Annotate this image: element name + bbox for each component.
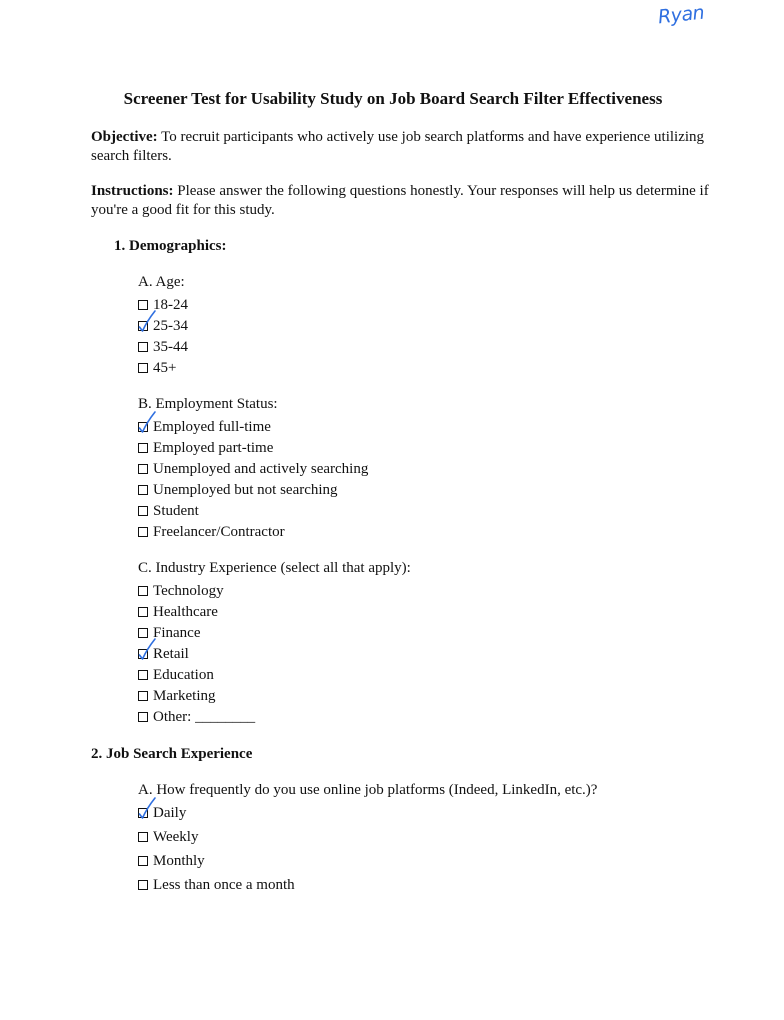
question-industry-label: C. Industry Experience (select all that apply): (138, 560, 411, 576)
checkbox[interactable] (138, 363, 148, 373)
checkbox[interactable] (138, 628, 148, 638)
option-label: Less than once a month (153, 877, 295, 893)
option-label: Weekly (153, 829, 199, 845)
option-less-than-monthly[interactable] (138, 875, 295, 895)
objective-text: To recruit participants who actively use job search platforms and have experience utilizing search filters. (91, 129, 705, 164)
checkbox[interactable] (138, 856, 148, 866)
checkbox[interactable] (138, 712, 148, 722)
signature: Ryan (656, 1, 706, 29)
checkbox[interactable] (138, 485, 148, 495)
option-label: Education (153, 667, 214, 683)
option-label: Unemployed but not searching (153, 482, 338, 498)
option-label: Freelancer/Contractor (153, 524, 285, 540)
option-label: Healthcare (153, 604, 218, 620)
checkbox[interactable] (138, 527, 148, 537)
checkbox[interactable] (138, 342, 148, 352)
objective-label: Objective: (91, 129, 158, 145)
option-student[interactable] (138, 501, 199, 521)
checkbox[interactable] (138, 670, 148, 680)
checkbox[interactable] (138, 649, 148, 659)
checkbox[interactable] (138, 422, 148, 432)
option-weekly[interactable] (138, 827, 198, 847)
option-label: Daily (153, 805, 187, 821)
checkbox[interactable] (138, 506, 148, 516)
option-label: Retail (153, 646, 189, 662)
option-label: Student (153, 503, 199, 519)
checkbox[interactable] (138, 607, 148, 617)
option-finance[interactable] (138, 623, 200, 643)
option-label: Monthly (153, 853, 205, 869)
checkbox[interactable] (138, 832, 148, 842)
option-daily[interactable] (138, 803, 186, 823)
instructions-text: Please answer the following questions honestly. Your responses will help us determine if you're a good fit for this study. (91, 183, 709, 218)
option-technology[interactable] (138, 581, 224, 601)
option-freelancer[interactable] (138, 522, 285, 542)
checkbox[interactable] (138, 808, 148, 818)
checkbox[interactable] (138, 321, 148, 331)
question-frequency-label: A. How frequently do you use online job platforms (Indeed, LinkedIn, etc.)? (138, 782, 598, 798)
instructions-paragraph (91, 182, 711, 219)
option-employed-full-time[interactable] (138, 417, 271, 437)
option-employed-part-time[interactable] (138, 438, 273, 458)
option-age-45-plus[interactable] (138, 358, 176, 378)
option-retail[interactable] (138, 644, 189, 664)
option-label: 18-24 (153, 297, 188, 313)
option-label: Marketing (153, 688, 216, 704)
option-label: Employed part-time (153, 440, 274, 456)
objective-paragraph (91, 128, 711, 165)
option-age-35-44[interactable] (138, 337, 188, 357)
checkbox[interactable] (138, 443, 148, 453)
option-label: Unemployed and actively searching (153, 461, 369, 477)
option-label: 25-34 (153, 318, 188, 334)
option-age-25-34[interactable] (138, 316, 188, 336)
option-label: Finance (153, 625, 201, 641)
checkbox[interactable] (138, 880, 148, 890)
instructions-label: Instructions: (91, 183, 174, 199)
section-demographics-heading: 1. Demographics: (114, 238, 227, 254)
document-title: Screener Test for Usability Study on Job Board Search Filter Effectiveness (123, 89, 663, 108)
checkbox[interactable] (138, 300, 148, 310)
question-employment-label: B. Employment Status: (138, 396, 278, 412)
option-label: Technology (153, 583, 224, 599)
option-label: Employed full-time (153, 419, 271, 435)
option-label: 45+ (153, 360, 177, 376)
option-label: 35-44 (153, 339, 188, 355)
option-unemployed-not-searching[interactable] (138, 480, 338, 500)
option-unemployed-searching[interactable] (138, 459, 368, 479)
option-healthcare[interactable] (138, 602, 218, 622)
checkbox[interactable] (138, 464, 148, 474)
checkbox[interactable] (138, 691, 148, 701)
option-other[interactable] (138, 707, 255, 727)
section-job-search-heading: 2. Job Search Experience (91, 746, 253, 762)
option-education[interactable] (138, 665, 214, 685)
option-monthly[interactable] (138, 851, 205, 871)
option-label: Other: ________ (153, 709, 256, 725)
option-marketing[interactable] (138, 686, 215, 706)
question-age-label: A. Age: (138, 274, 185, 290)
option-age-18-24[interactable] (138, 295, 188, 315)
checkbox[interactable] (138, 586, 148, 596)
